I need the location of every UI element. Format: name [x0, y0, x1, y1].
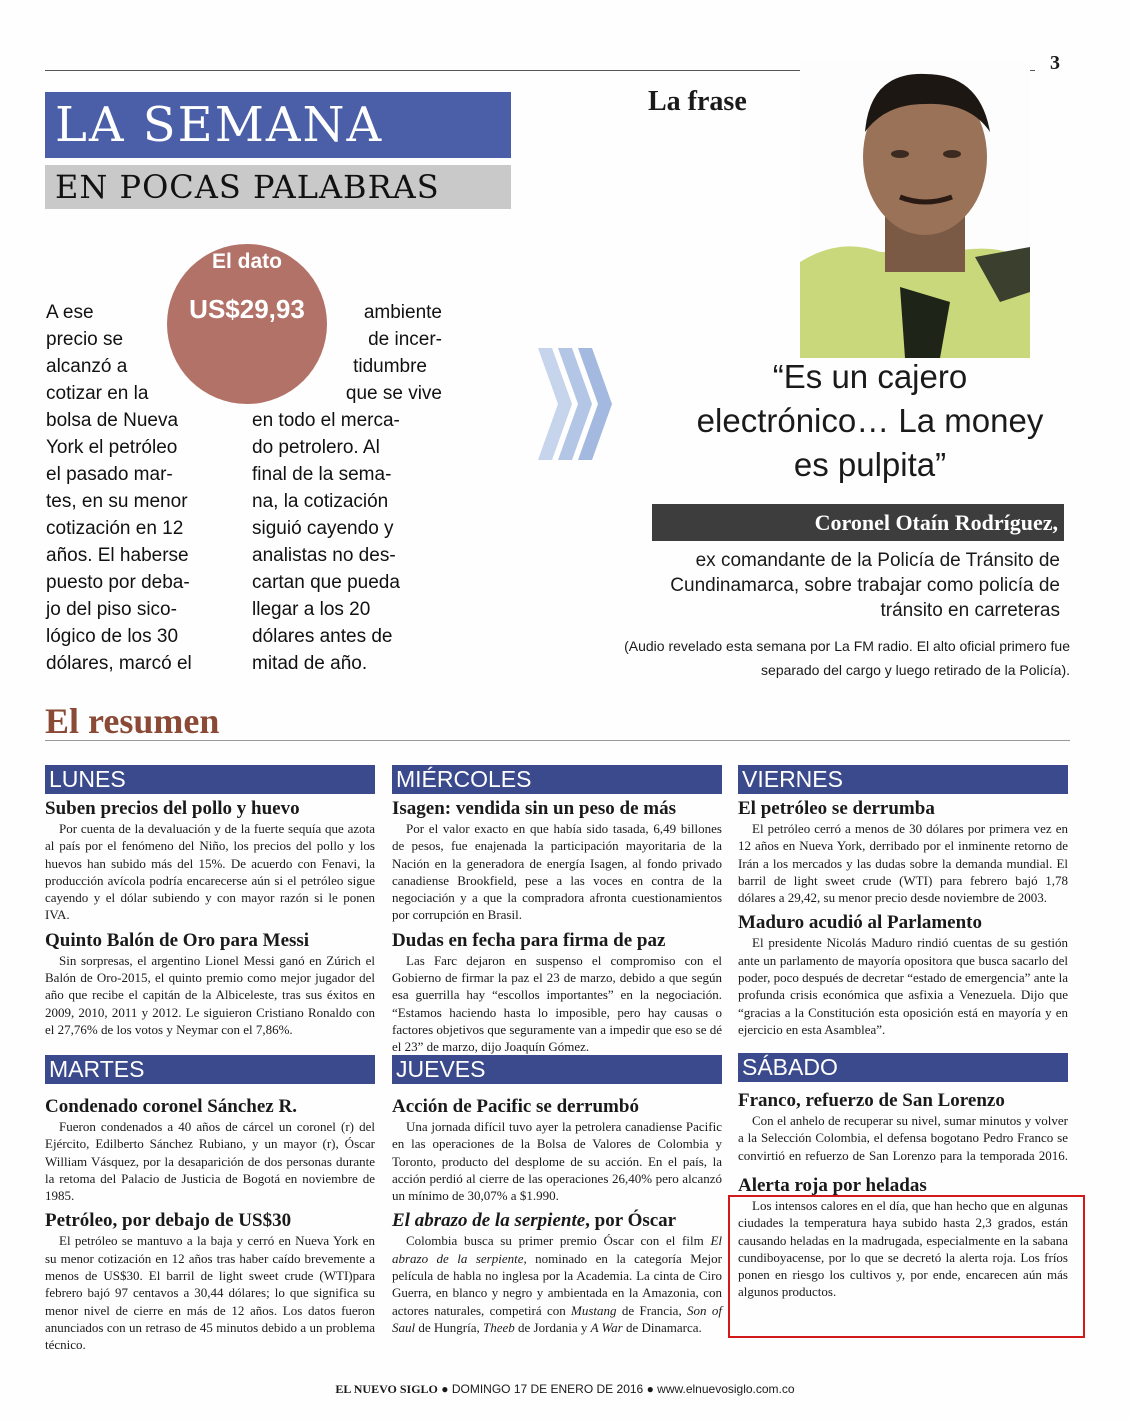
frase-author: Coronel Otaín Rodríguez,: [652, 504, 1064, 541]
dato-line: puesto por deba-: [46, 572, 190, 593]
film-title: El abrazo de la serpiente: [392, 1233, 722, 1266]
film-title: Son of Saul: [392, 1302, 722, 1335]
article-title: Alerta roja por heladas: [738, 1175, 927, 1196]
masthead-title: LA SEMANA: [45, 92, 511, 158]
dato-line: que se vive: [345, 383, 442, 404]
dato-line: tes, en su menor: [46, 491, 188, 512]
resumen-rule: [45, 740, 1070, 741]
page-number: 3: [1050, 52, 1060, 74]
frase-role: ex comandante de la Policía de Tránsito de Cundinamarca, sobre trabajar como policía de tránsito en carreteras: [670, 550, 1060, 621]
dato-text-left: [46, 299, 246, 677]
dato-line: analistas no des-: [252, 545, 396, 566]
dato-text-right: [252, 299, 442, 677]
footer: [0, 1382, 1130, 1397]
article-title: Franco, refuerzo de San Lorenzo: [738, 1090, 1005, 1111]
dato-line: en todo el merca-: [252, 410, 400, 431]
article-body: Las Farc dejaron en suspenso el compromiso con el Gobierno de firmar la paz el 23 de marzo, debido a que según esa guerrilla hay “escollos importantes” en la negociación. “Estamos haciendo hasta lo imposible, pero hay causas o factores objetivos que seguramente van a impedir que eso se dé el 23” de marzo, dijo Joaquín Gómez.: [392, 952, 722, 1055]
column-viernes: [738, 765, 1068, 1038]
body-text: de Jordania y: [514, 1319, 591, 1335]
article-title: Suben precios del pollo y huevo: [45, 798, 300, 819]
dato-line: lógico de los 30: [46, 626, 179, 647]
dato-line: ambiente: [363, 302, 442, 323]
article-title: Condenado coronel Sánchez R.: [45, 1096, 297, 1117]
article-title: Petróleo, por debajo de US$30: [45, 1210, 292, 1232]
masthead-subtitle: EN POCAS PALABRAS: [45, 165, 511, 209]
dato-line: el pasado mar-: [46, 464, 173, 485]
article-body: El presidente Nicolás Maduro rindió cuentas de su gestión ante un parlamento de mayoría opositora que busca sacarlo del poder, poco después de decretar “estado de emergencia” ante la profunda crisis económica que asfixia a Venezuela. Dijo que “gracias a la Constitución esta oposición está en mayoría y en ejercicio en esta Asamblea”.: [738, 935, 1068, 1037]
article-title: El petróleo se derrumba: [738, 798, 935, 819]
dato-line: York el petróleo: [46, 437, 178, 458]
highlight-box: [728, 1195, 1085, 1338]
dato-line: cartan que pueda: [252, 572, 400, 593]
dato-line: de incer-: [368, 329, 442, 350]
film-title: Mustang: [571, 1302, 617, 1318]
dato-line: mitad de año.: [252, 653, 368, 674]
article-body: Por cuenta de la devaluación y de la fuerte sequía que azota al país por el fenómeno del Niño, los precios del pollo y los huevos han subido más del 15%. De acuerdo con Fenavi, la producción avícola podría encarecerse aún si el petróleo sigue cayendo y el dólar subiendo y con mayor razón si le ponen IVA.: [45, 821, 375, 923]
article-title-italic: El abrazo de la serpiente: [392, 1210, 586, 1232]
article-body: Con el anhelo de recuperar su nivel, sumar minutos y volver a la Selección Colombia, el defensa bogotano Pedro Franco se convirtió en refuerzo de San Lorenzo para la temporada 2016.: [738, 1113, 1068, 1163]
frase-quote: “Es un cajero electrónico… La money es pulpita”: [696, 358, 1044, 483]
dato-value: US$29,93: [189, 294, 305, 324]
article-body: Fueron condenados a 40 años de cárcel un coronel (r) del Ejército, Edilberto Sánchez Rubiano, y un mayor (r), Óscar William Vásquez, por la desaparición de dos personas durante la retoma del Palacio de Justicia de Bogotá en noviembre de 1985.: [45, 1119, 375, 1204]
body-text: , nominado en la categoría Mejor película de habla no inglesa por la Academia. La cinta de Ciro Guerra, en blanco y negro y ambientada en la Amazonia, con actores naturales, competirá con: [392, 1250, 722, 1318]
officer-photo: [800, 62, 1030, 358]
day-header-lunes: LUNES: [45, 765, 375, 794]
dato-line: bolsa de Nueva: [46, 410, 179, 431]
body-text: de Dinamarca.: [622, 1319, 702, 1335]
column-miercoles: [392, 765, 722, 1056]
article-title: Acción de Pacific se derrumbó: [392, 1096, 639, 1117]
day-header-miercoles: MIÉRCOLES: [392, 765, 722, 794]
article-body: Sin sorpresas, el argentino Lionel Messi ganó en Zúrich el Balón de Oro-2015, el quinto premio como mejor jugador del año que recibe el capitán de la Albiceleste, tras sus éxitos en 2009, 2010, 2011 y 2012. Le siguieron Cristiano Ronaldo con el 27,76% de los votos y Neymar con el 7,86%.: [45, 952, 375, 1037]
body-text: de Francia,: [616, 1302, 688, 1318]
bullet-icon: ●: [646, 1382, 654, 1396]
film-title: A War: [590, 1319, 623, 1335]
dato-line: años. El haberse: [46, 545, 189, 566]
article-body: Por el valor exacto en que había sido tasada, 6,49 billones de pesos, fue enajenada la participación mayoritaria de la Nación en la generadora de energía Isagen, al fondo privado canadiense Brookfield, pese a las voces en contra de la negociación y a que la compradora afronta cuestionamientos por corrupción en Brasil.: [392, 821, 722, 923]
day-header-jueves: JUEVES: [392, 1055, 722, 1084]
dato-line: final de la sema-: [252, 464, 392, 485]
dato-line: do petrolero. Al: [252, 437, 380, 458]
dato-line: na, la cotización: [252, 491, 389, 512]
article-body: El petróleo se mantuvo a la baja y cerró en Nueva York en su menor cotización en 12 años tras haber caído brevemente a menos de US$30. El barril de light sweet crude (WTI)para febrero bajó 97 centavos a 30,44 dólares; lo que significa su menor nivel de cierre en más de 12 años. Los datos fueron anunciados con un retraso de 45 minutos debido a un problema técnico.: [45, 1233, 375, 1353]
frase-note: (Audio revelado esta semana por La FM radio. El alto oficial primero fue separado del cargo y luego retirado de la Policía).: [624, 638, 1070, 678]
footer-brand: EL NUEVO SIGLO: [335, 1382, 438, 1396]
film-title: Theeb: [483, 1319, 515, 1335]
column-lunes: [45, 765, 375, 1038]
article-body: El petróleo cerró a menos de 30 dólares por primera vez en 12 años en Nueva York, derribado por el inminente retorno de Irán a los mercados y las dudas sobre la demanda mundial. El barril de light sweet crude (WTI) para febrero bajó 1,78 dólares a 29,42, su menor precio desde noviembre de 2003.: [738, 821, 1068, 906]
dato-line: jo del piso sico-: [46, 599, 177, 620]
body-text: de Hungría,: [415, 1319, 483, 1335]
article-title: Quinto Balón de Oro para Messi: [45, 929, 310, 951]
article-title: [392, 1210, 722, 1232]
column-martes: [45, 1055, 375, 1354]
dato-line: tidumbre: [353, 356, 427, 377]
body-text: Colombia busca su primer premio Óscar con el film: [406, 1233, 711, 1249]
day-header-sabado: SÁBADO: [738, 1053, 1068, 1082]
dato-line: cotización en 12: [46, 518, 184, 539]
day-header-martes: MARTES: [45, 1055, 375, 1084]
article-body: Una jornada difícil tuvo ayer la petrolera canadiense Pacific en las operaciones de la Bolsa de Valores de Colombia y Toronto, producto del desplome de su acción. En el país, la acción perdió al cierre de las operaciones 26,40% pero alcanzó un mínimo de 30,07% a $1.990.: [392, 1119, 722, 1204]
dato-line: alcanzó a: [46, 356, 128, 377]
day-header-viernes: VIERNES: [738, 765, 1068, 794]
dato-line: precio se: [46, 329, 124, 350]
dato-line: dólares, marcó el: [46, 653, 192, 674]
dato-line: llegar a los 20: [252, 599, 371, 620]
article-title-rest: , por Óscar: [585, 1210, 677, 1232]
article-title: Dudas en fecha para firma de paz: [392, 929, 666, 951]
footer-date: DOMINGO 17 DE ENERO DE 2016: [451, 1382, 644, 1396]
dato-line: A ese: [46, 302, 94, 323]
chevrons-graphic: [538, 348, 613, 460]
article-body: Los intensos calores en el día, que han hecho que en algunas ciudades la temperatura haya subido hasta 2,3 grados, están causando heladas en la madrugada, especialmente en la sabana cundiboyacense, por lo que se decretó la alerta roja. Los fríos ponen en riesgo los cultivos y, por ende, encarecen aún más algunos productos.: [738, 1198, 1068, 1300]
frase-title: La frase: [648, 86, 747, 117]
dato-line: dólares antes de: [252, 626, 393, 647]
article-title: Maduro acudió al Parlamento: [738, 912, 983, 934]
footer-url: www.elnuevosiglo.com.co: [657, 1382, 795, 1396]
article-title: Isagen: vendida sin un peso de más: [392, 798, 677, 819]
dato-label: El dato: [211, 250, 282, 273]
resumen-title: El resumen: [45, 701, 220, 741]
dato-line: cotizar en la: [46, 383, 149, 404]
article-body: [392, 1232, 722, 1336]
bullet-icon: ●: [441, 1382, 449, 1396]
column-jueves: [392, 1055, 722, 1336]
dato-line: siguió cayendo y: [252, 518, 394, 539]
